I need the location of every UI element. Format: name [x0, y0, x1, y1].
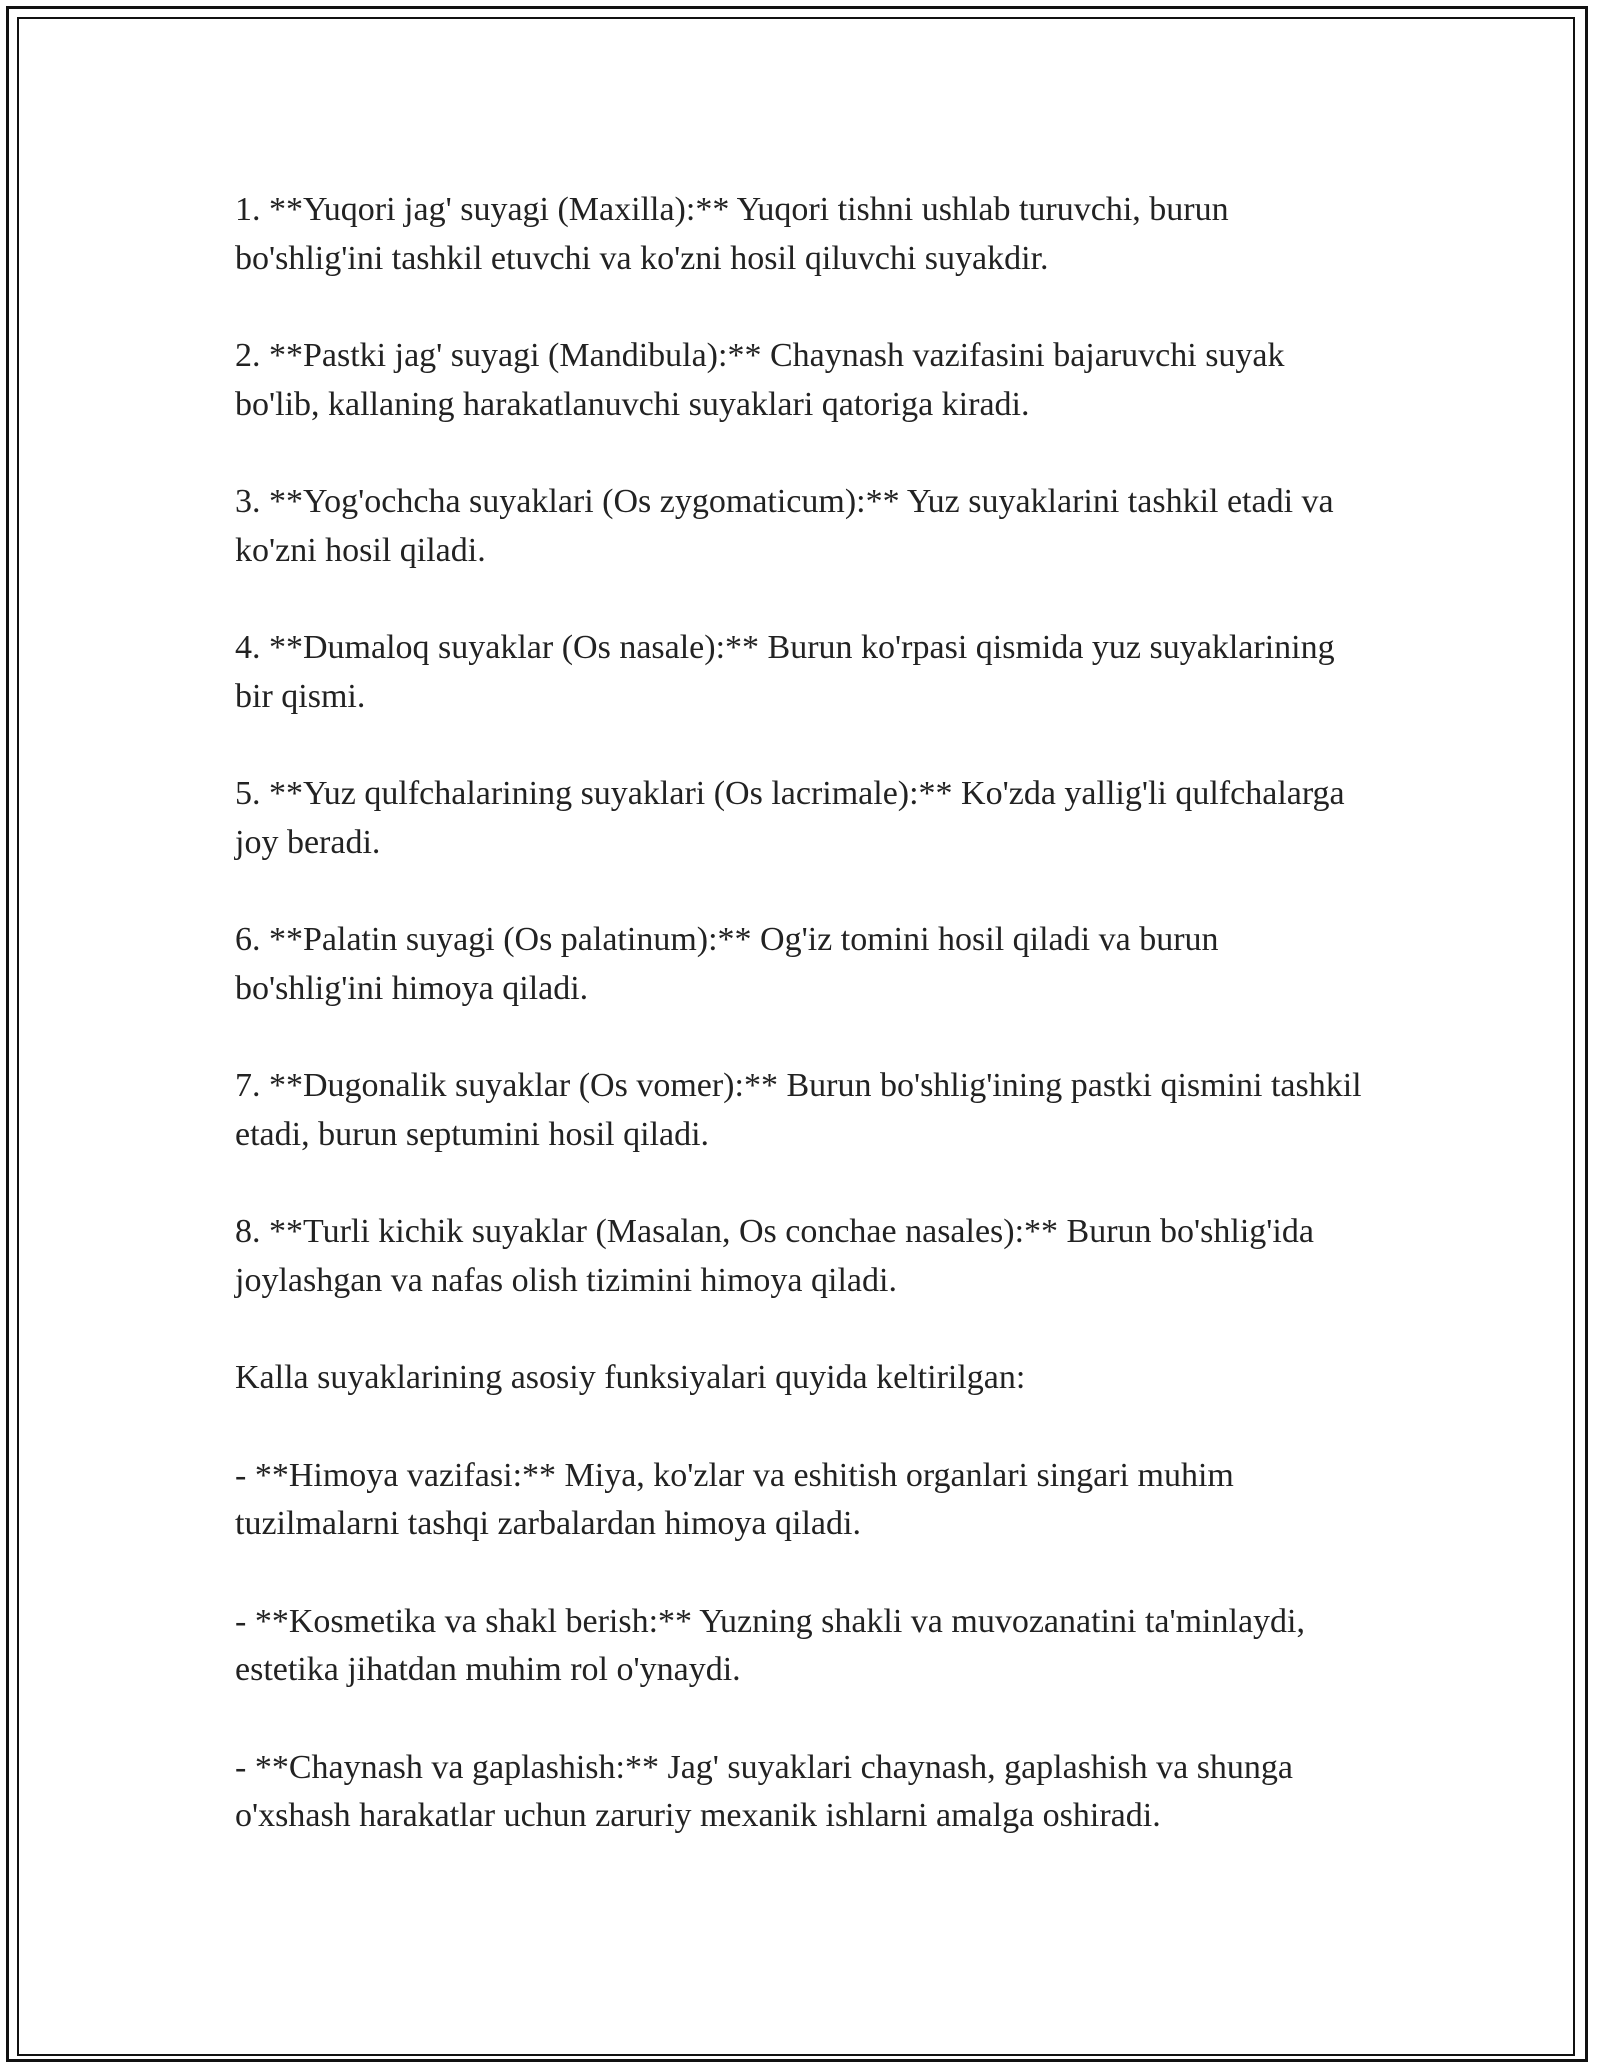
- bullet-kosmetika: - **Kosmetika va shakl berish:** Yuzning shakli va muvozanatini ta'minlaydi, estetika jihatdan muhim rol o'ynaydi.: [235, 1602, 1305, 1688]
- bullet-chaynash: - **Chaynash va gaplashish:** Jag' suyaklari chaynash, gaplashish va shunga o'xshash harakatlar uchun zaruriy mexanik ishlarni amalga oshiradi.: [235, 1748, 1294, 1834]
- list-item-mandibula: 2. **Pastki jag' suyagi (Mandibula):** Chaynash vazifasini bajaruvchi suyak bo'lib, kallaning harakatlanuvchi suyaklari qatoriga kiradi.: [235, 337, 1285, 423]
- list-item-vomer: 7. **Dugonalik suyaklar (Os vomer):** Burun bo'shlig'ining pastki qismini tashkil etadi, burun septumini hosil qiladi.: [235, 1067, 1362, 1153]
- list-item-palatinum: 6. **Palatin suyagi (Os palatinum):** Og'iz tomini hosil qiladi va burun bo'shlig'ini himoya qiladi.: [235, 921, 1219, 1007]
- list-item-nasale: 4. **Dumaloq suyaklar (Os nasale):** Burun ko'rpasi qismida yuz suyaklarining bir qismi.: [235, 629, 1335, 715]
- list-item-zygomaticum: 3. **Yog'ochcha suyaklari (Os zygomaticum):** Yuz suyaklarini tashkil etadi va ko'zni hosil qiladi.: [235, 483, 1334, 569]
- document-body: [235, 186, 1375, 1841]
- list-item-conchae-nasales: 8. **Turli kichik suyaklar (Masalan, Os conchae nasales):** Burun bo'shlig'ida joylashgan va nafas olish tizimini himoya qiladi.: [235, 1213, 1314, 1299]
- functions-intro: Kalla suyaklarining asosiy funksiyalari quyida keltirilgan:: [235, 1359, 1026, 1396]
- list-item-lacrimale: 5. **Yuz qulfchalarining suyaklari (Os lacrimale):** Ko'zda yallig'li qulfchalarga joy beradi.: [235, 775, 1345, 861]
- bullet-himoya: - **Himoya vazifasi:** Miya, ko'zlar va eshitish organlari singari muhim tuzilmalarni tashqi zarbalardan himoya qiladi.: [235, 1456, 1234, 1542]
- list-item-maxilla: 1. **Yuqori jag' suyagi (Maxilla):** Yuqori tishni ushlab turuvchi, burun bo'shlig'ini tashkil etuvchi va ko'zni hosil qiluvchi suyakdir.: [235, 191, 1229, 277]
